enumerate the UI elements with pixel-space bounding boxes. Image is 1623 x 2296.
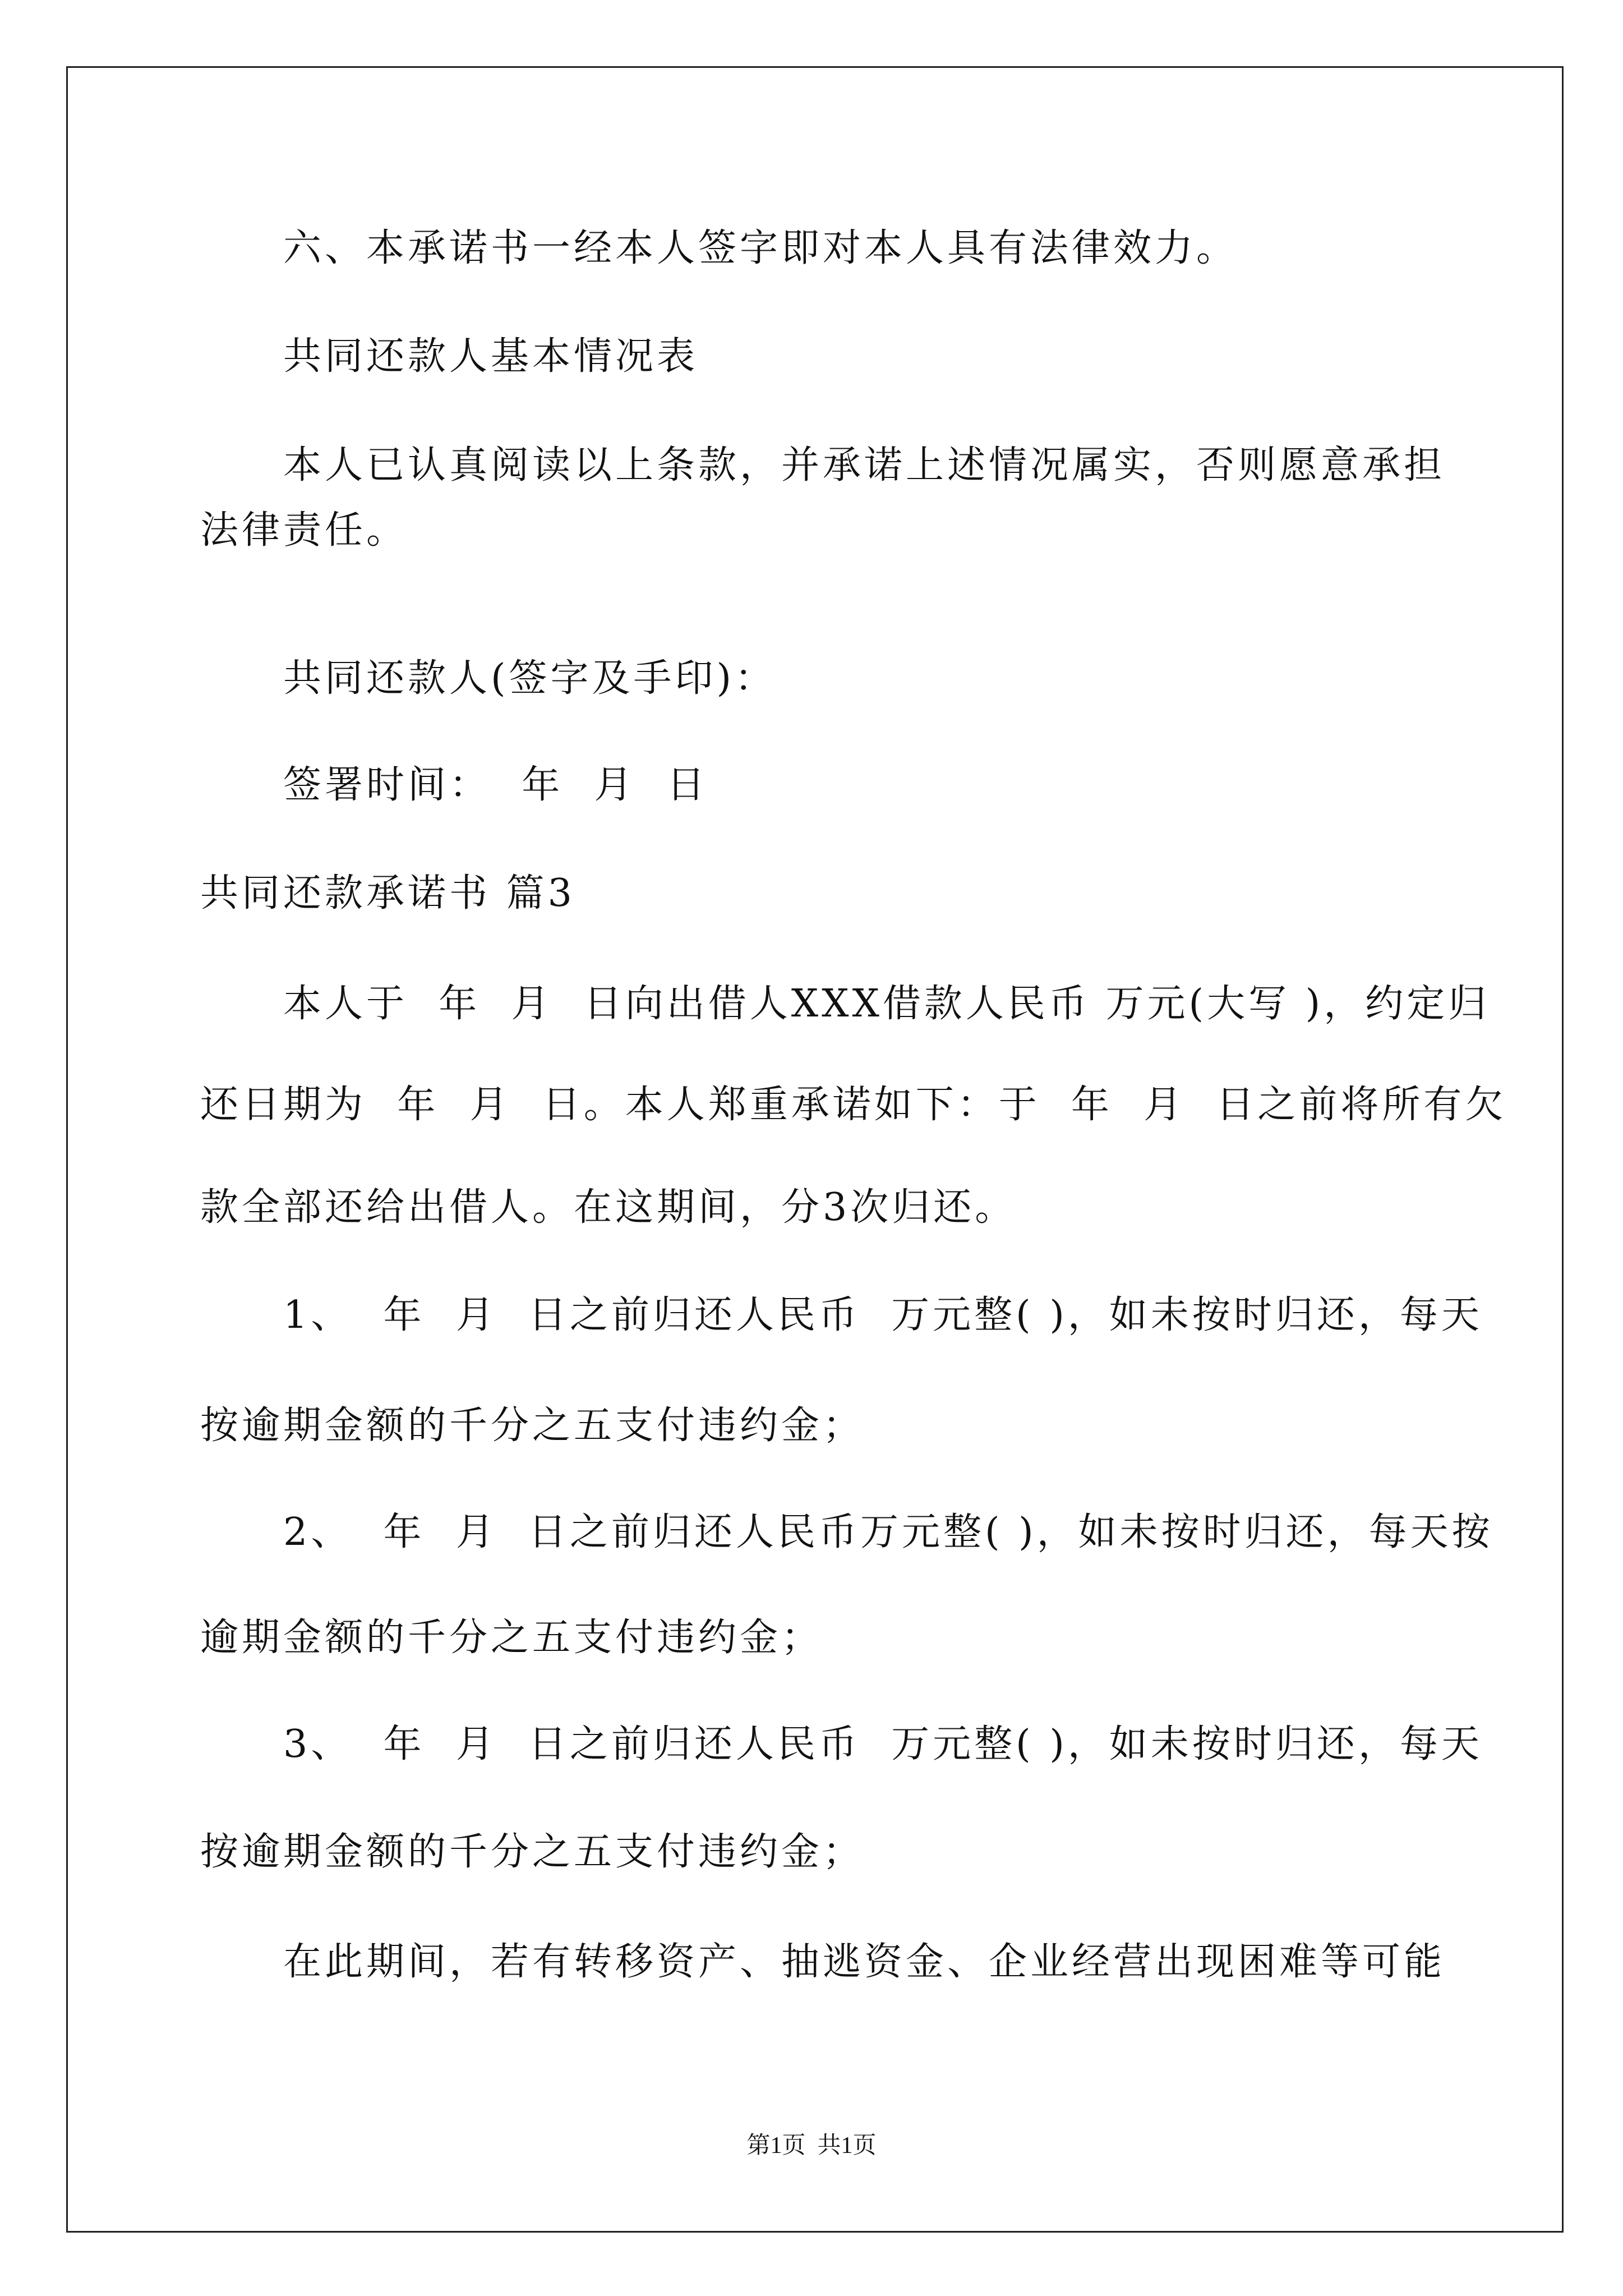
page-footer: 第1页 共1页 xyxy=(746,2133,877,2159)
signing-date: 签署时间： 年 月 日 xyxy=(283,763,708,807)
installment-1-line-2: 按逾期金额的千分之五支付违约金； xyxy=(200,1404,865,1448)
declaration-line-1: 本人已认真阅读以上条款，并承诺上述情况属实，否则愿意承担 xyxy=(283,443,1446,487)
paragraph-line-1: 本人于 年 月 日向出借人XXX借款人民币 万元(大写 )，约定归 xyxy=(283,982,1490,1026)
table-heading: 共同还款人基本情况表 xyxy=(283,334,699,379)
installment-2-line-1: 2、 年 月 日之前归还人民币万元整( )，如未按时归还，每天按 xyxy=(283,1510,1493,1554)
page-border xyxy=(66,66,1564,2233)
section-title: 共同还款承诺书 篇3 xyxy=(200,871,575,915)
paragraph-line-2: 还日期为 年 月 日。本人郑重承诺如下：于 年 月 日之前将所有欠 xyxy=(200,1083,1507,1127)
clause-six: 六、本承诺书一经本人签字即对本人具有法律效力。 xyxy=(283,226,1238,270)
installment-3-line-1: 3、 年 月 日之前归还人民币 万元整( )，如未按时归还，每天 xyxy=(283,1722,1483,1766)
signature-label: 共同还款人(签字及手印)： xyxy=(283,656,777,701)
installment-2-line-2: 逾期金额的千分之五支付违约金； xyxy=(200,1616,823,1660)
declaration-line-2: 法律责任。 xyxy=(200,508,408,553)
installment-3-line-2: 按逾期金额的千分之五支付违约金； xyxy=(200,1830,865,1874)
paragraph-line-3: 款全部还给出借人。在这期间，分3次归还。 xyxy=(200,1185,1017,1230)
closing-paragraph-line-1: 在此期间，若有转移资产、抽逃资金、企业经营出现困难等可能 xyxy=(283,1940,1446,1984)
installment-1-line-1: 1、 年 月 日之前归还人民币 万元整( )，如未按时归还，每天 xyxy=(283,1293,1483,1337)
